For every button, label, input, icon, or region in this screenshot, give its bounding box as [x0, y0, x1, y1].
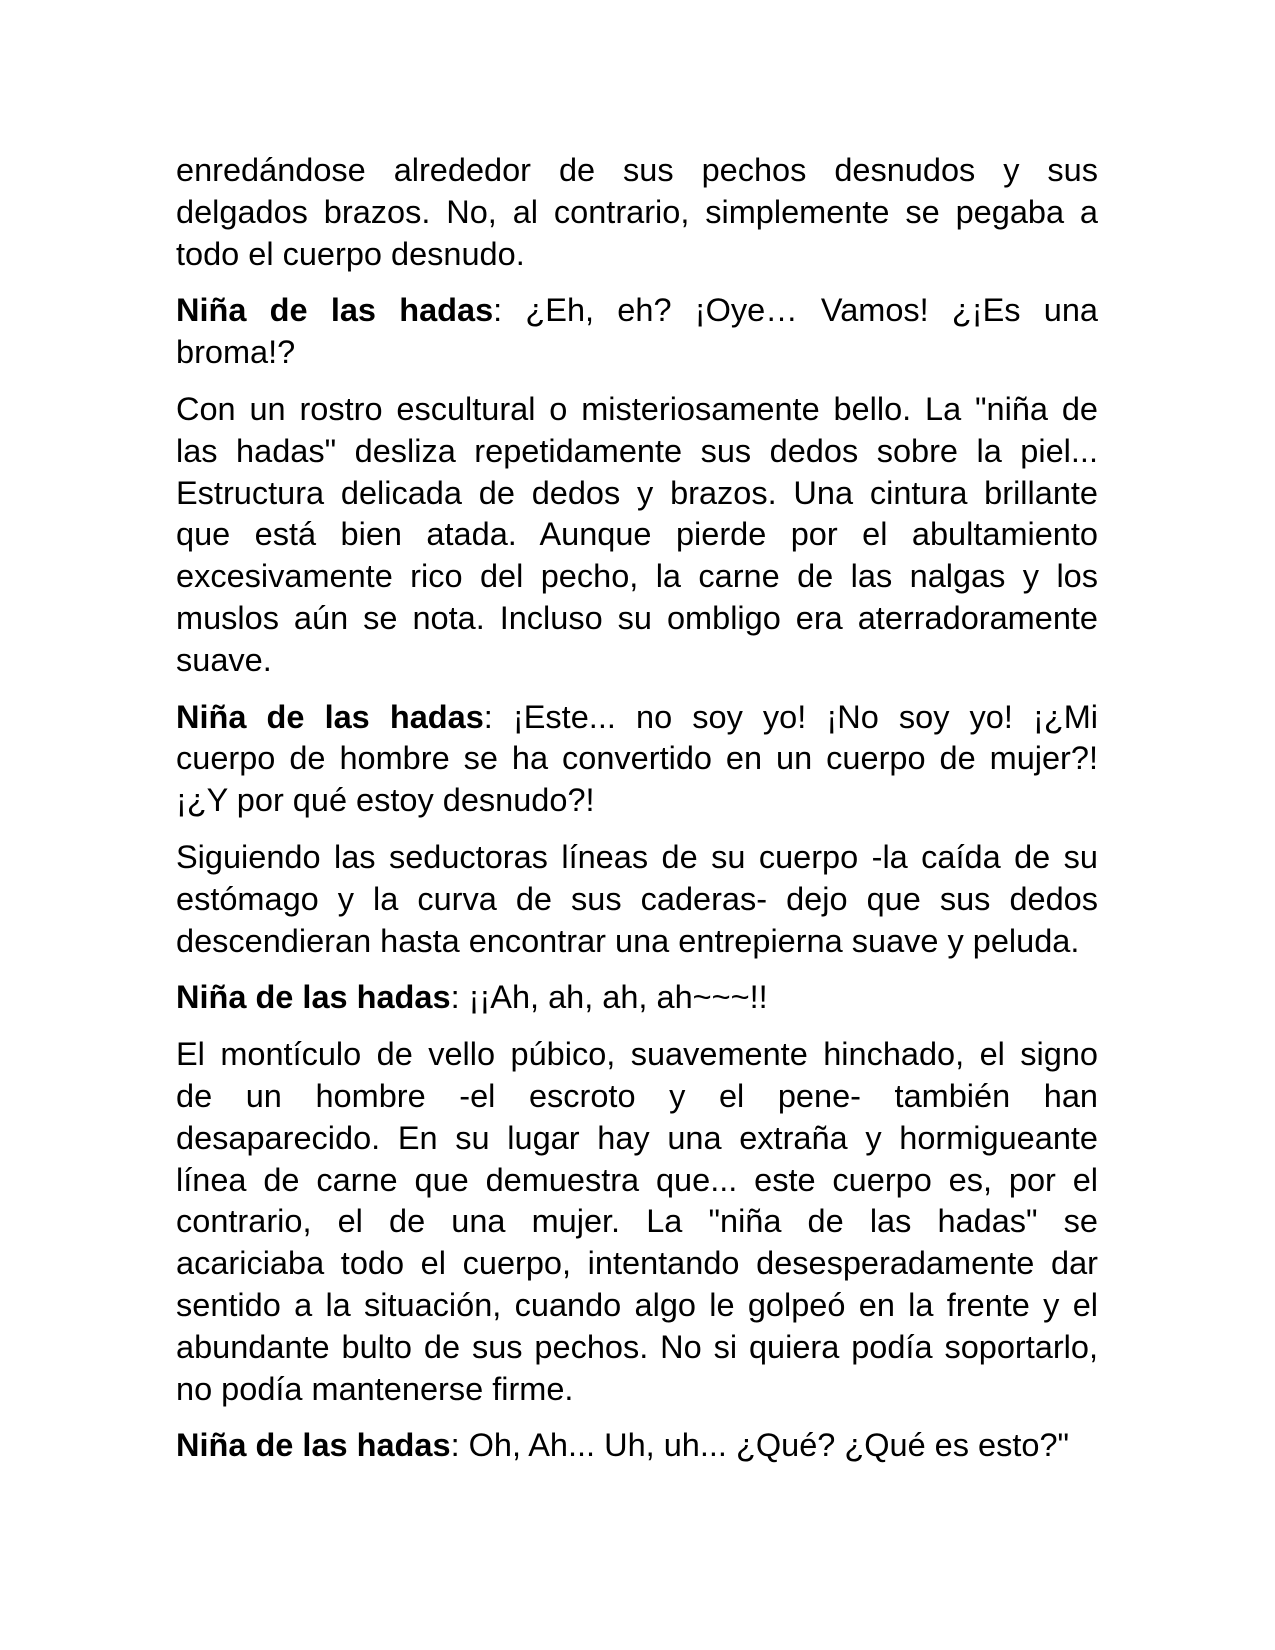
line-text: Siguiendo las seductoras líneas de su cuerpo -la caída de su: [176, 838, 1098, 875]
text-line: [176, 150, 1098, 192]
line-text: : ¡¡Ah, ah, ah, ah~~~!!: [450, 979, 768, 1016]
line-text: línea de carne que demuestra que... este cuerpo es, por el: [176, 1161, 1098, 1198]
narration-paragraph: [176, 1034, 1098, 1410]
dialogue-paragraph: [176, 697, 1098, 822]
line-text: ¡¿Y por qué estoy desnudo?!: [176, 782, 595, 819]
line-text: de un hombre -el escroto y el pene- también han: [176, 1077, 1098, 1114]
text-line: [176, 514, 1098, 556]
text-line: [176, 640, 1098, 682]
line-text: : ¡Este... no soy yo! ¡No soy yo! ¡¿Mi: [483, 698, 1098, 735]
text-line: [176, 1160, 1098, 1202]
line-text: enredándose alrededor de sus pechos desnudos y sus: [176, 152, 1098, 188]
speaker-name: Niña de las hadas: [176, 1427, 451, 1464]
text-line: [176, 1327, 1098, 1369]
text-line: [176, 1425, 1098, 1467]
line-text: broma!?: [176, 334, 296, 371]
line-text: Estructura delicada de dedos y brazos. Una cintura brillante: [176, 474, 1098, 511]
text-line: [176, 473, 1098, 515]
text-line: [176, 556, 1098, 598]
text-line: [176, 738, 1098, 780]
line-text: no podía mantenerse firme.: [176, 1370, 574, 1407]
line-text: : ¿Eh, eh? ¡Oye… Vamos! ¿¡Es una: [493, 292, 1098, 329]
text-line: [176, 921, 1098, 963]
line-text: todo el cuerpo desnudo.: [176, 235, 525, 272]
page-text-block: [176, 150, 1098, 1482]
line-text: delgados brazos. No, al contrario, simplemente se pegaba a: [176, 193, 1098, 230]
line-text: las hadas" desliza repetidamente sus dedos sobre la piel...: [176, 432, 1098, 469]
text-line: [176, 1285, 1098, 1327]
line-text: desaparecido. En su lugar hay una extraña y hormigueante: [176, 1119, 1098, 1156]
narration-paragraph: [176, 389, 1098, 682]
line-text: El montículo de vello púbico, suavemente hinchado, el signo: [176, 1036, 1098, 1073]
narration-paragraph: [176, 837, 1098, 962]
line-text: muslos aún se nota. Incluso su ombligo era aterradoramente: [176, 599, 1098, 636]
line-text: sentido a la situación, cuando algo le golpeó en la frente y el: [176, 1286, 1098, 1323]
text-line: [176, 192, 1098, 234]
line-text: descendieran hasta encontrar una entrepierna suave y peluda.: [176, 922, 1080, 959]
line-text: acariciaba todo el cuerpo, intentando desesperadamente dar: [176, 1245, 1098, 1282]
text-line: [176, 837, 1098, 879]
line-text: suave.: [176, 641, 272, 678]
text-line: [176, 1118, 1098, 1160]
text-line: [176, 431, 1098, 473]
line-text: : Oh, Ah... Uh, uh... ¿Qué? ¿Qué es esto?": [450, 1427, 1070, 1464]
line-text: cuerpo de hombre se ha convertido en un cuerpo de mujer?!: [176, 740, 1098, 777]
line-text: abundante bulto de sus pechos. No si quiera podía soportarlo,: [176, 1328, 1098, 1365]
dialogue-paragraph: [176, 977, 1098, 1019]
text-line: [176, 1369, 1098, 1411]
text-line: [176, 234, 1098, 276]
text-line: [176, 1076, 1098, 1118]
text-line: [176, 780, 1098, 822]
line-text: que está bien atada. Aunque pierde por el abultamiento: [176, 516, 1098, 553]
text-line: [176, 332, 1098, 374]
text-line: [176, 598, 1098, 640]
line-text: contrario, el de una mujer. La "niña de las hadas" se: [176, 1203, 1098, 1240]
text-line: [176, 697, 1098, 739]
text-line: [176, 1034, 1098, 1076]
text-line: [176, 1201, 1098, 1243]
dialogue-paragraph: [176, 1425, 1098, 1467]
text-line: [176, 977, 1098, 1019]
text-line: [176, 290, 1098, 332]
speaker-name: Niña de las hadas: [176, 292, 494, 329]
narration-paragraph: [176, 150, 1098, 275]
speaker-name: Niña de las hadas: [176, 979, 451, 1016]
speaker-name: Niña de las hadas: [176, 698, 484, 735]
line-text: estómago y la curva de sus caderas- dejo que sus dedos: [176, 880, 1098, 917]
dialogue-paragraph: [176, 290, 1098, 374]
text-line: [176, 1243, 1098, 1285]
line-text: Con un rostro escultural o misteriosamente bello. La "niña de: [176, 390, 1098, 427]
line-text: excesivamente rico del pecho, la carne de las nalgas y los: [176, 558, 1098, 595]
text-line: [176, 879, 1098, 921]
text-line: [176, 389, 1098, 431]
